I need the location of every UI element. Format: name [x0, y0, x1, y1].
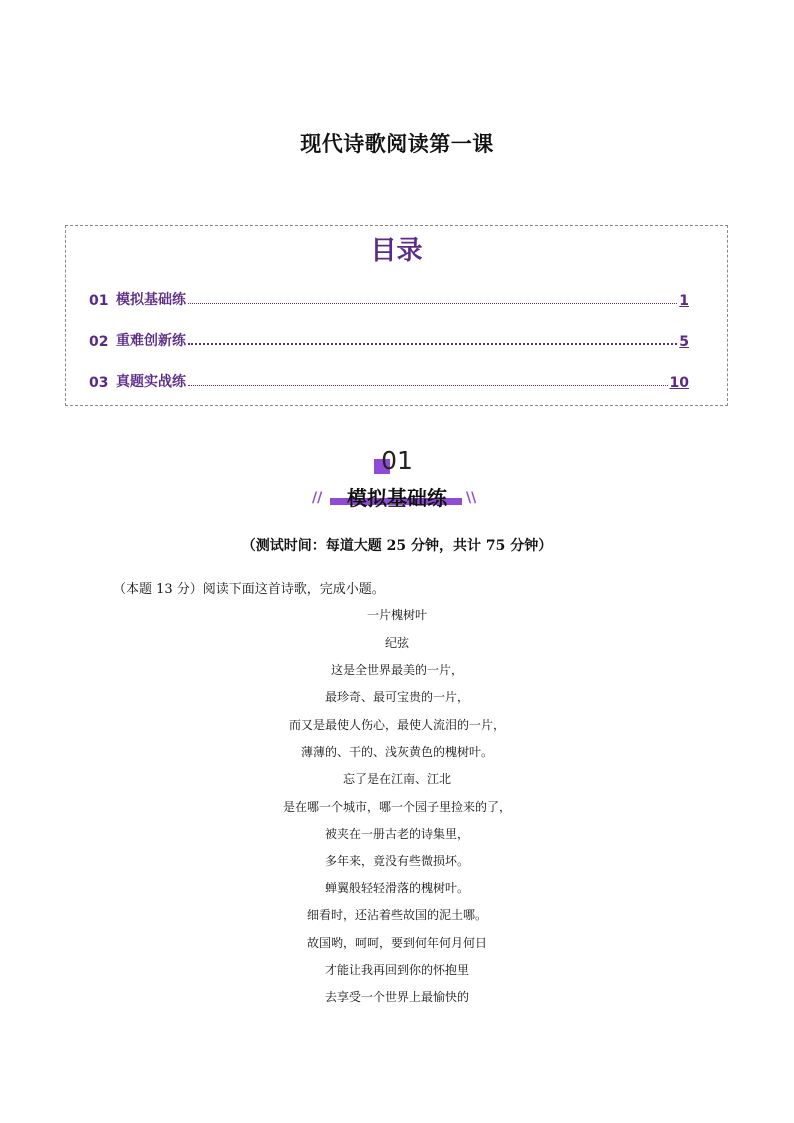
- toc-item-label: 模拟基础练: [116, 292, 186, 308]
- poem-title: 一片槐树叶: [366, 608, 427, 622]
- poem-line: 是在哪一个城市，哪一个园子里捡来的了，: [282, 800, 511, 814]
- poem-line: 被夹在一册古老的诗集里，: [324, 827, 469, 841]
- toc-leader-dots: [188, 343, 677, 345]
- toc-item-label: 真题实战练: [116, 374, 186, 390]
- section-number: 01: [381, 446, 413, 475]
- toc-item-page-link[interactable]: 5: [679, 334, 689, 350]
- poem-line: 忘了是在江南、江北: [342, 772, 451, 786]
- poem-line: 故国哟，呵呵，要到何年何月何日: [306, 936, 487, 950]
- poem-author: 纪弦: [384, 636, 409, 650]
- poem-line: 而又是最使人伤心，最使人流泪的一片，: [288, 718, 505, 732]
- toc-item-number: 01: [89, 293, 109, 309]
- poem-line: 细看时，还沾着些故国的泥土哪。: [306, 908, 487, 922]
- poem-line: 去享受一个世界上最愉快的: [324, 990, 469, 1004]
- toc-item-number: 02: [89, 334, 109, 350]
- test-time-note: （测试时间：每道大题 25 分钟，共计 75 分钟）: [241, 538, 553, 554]
- poem-line: 才能让我再回到你的怀抱里: [324, 963, 469, 977]
- poem-line: 多年来，竟没有些微损坏。: [324, 854, 469, 868]
- toc-heading: 目录: [370, 236, 423, 266]
- section-header: [0, 446, 794, 516]
- table-of-contents: [65, 225, 728, 406]
- section-title: 模拟基础练: [347, 486, 447, 510]
- section-slash-left: //: [312, 490, 323, 506]
- toc-item-page-link[interactable]: 10: [669, 375, 689, 391]
- poem-line: 蝉翼般轻轻滑落的槐树叶。: [324, 881, 469, 895]
- toc-item-page-link[interactable]: 1: [679, 293, 689, 309]
- poem-line: 最珍奇、最可宝贵的一片，: [324, 690, 469, 704]
- toc-item-real-exam[interactable]: [89, 369, 689, 391]
- toc-item-label: 重难创新练: [116, 333, 186, 349]
- question-intro: （本题 13 分）阅读下面这首诗歌，完成小题。: [113, 582, 385, 597]
- document-title: 现代诗歌阅读第一课: [300, 132, 494, 156]
- toc-leader-dots: [188, 303, 677, 304]
- toc-item-number: 03: [89, 375, 109, 391]
- toc-leader-dots: [188, 385, 668, 386]
- poem-line: 这是全世界最美的一片，: [330, 663, 463, 677]
- toc-item-simulation[interactable]: [89, 287, 689, 309]
- section-slash-right: \\: [466, 490, 477, 506]
- poem-line: 薄薄的、干的、浅灰黄色的槐树叶。: [300, 745, 493, 759]
- toc-item-difficult[interactable]: [89, 328, 689, 350]
